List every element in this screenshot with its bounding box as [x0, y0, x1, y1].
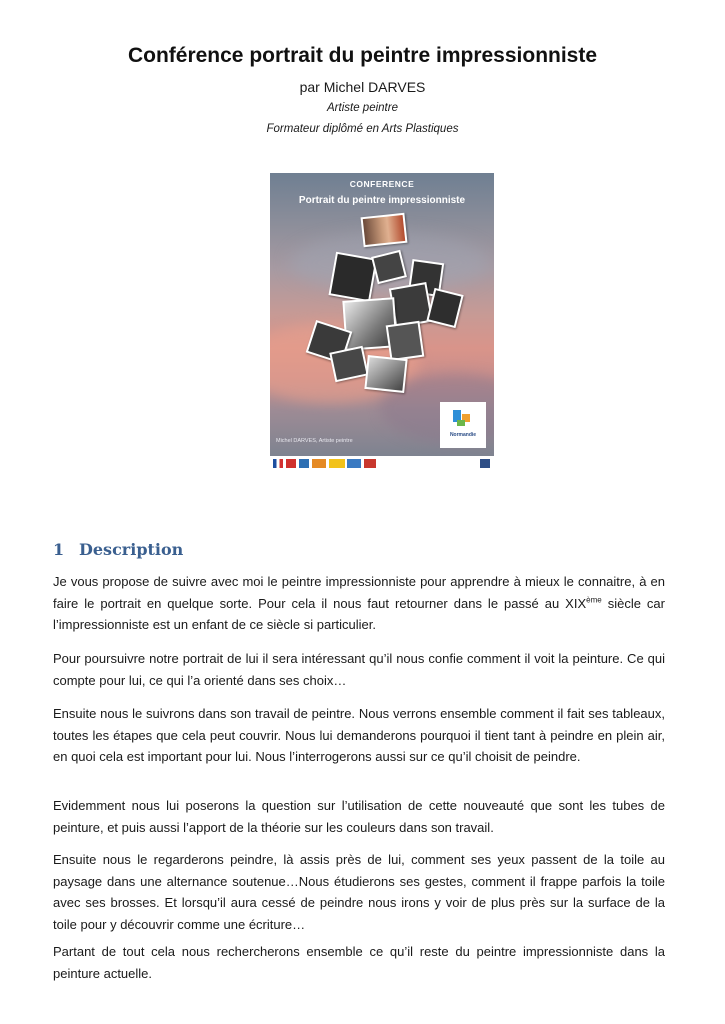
- superscript-eme: ème: [586, 595, 602, 605]
- partner-logo: [364, 459, 376, 468]
- author-role-trainer: Formateur diplômé en Arts Plastiques: [266, 123, 459, 135]
- partner-logo: [312, 459, 326, 468]
- conference-poster-image: [270, 173, 494, 456]
- partner-logo: [273, 459, 283, 468]
- puzzle-fragment: [328, 252, 377, 303]
- paragraph-watching: Ensuite nous le regarderons peindre, là assis près de lui, comment ses yeux passent de la toile au paysage dans une alternance soutenue…Nous étudierons ses gestes, comment il frappe parfois la toile avec ses brosses. Et lorsqu’il aura cessé de peindre nous irons y voir de plus près sur la surface de la toile pour y découvrir comme une écriture…: [53, 852, 665, 932]
- portrait-photo: [361, 213, 408, 247]
- partner-logo: [329, 459, 345, 468]
- paragraph-tubes: Evidemment nous lui poserons la question sur l’utilisation de cette nouveauté que sont les tubes de peinture, et puis aussi l’apport de la théorie sur les couleurs dans son travail.: [53, 798, 665, 835]
- paragraph-work: Ensuite nous le suivrons dans son travail de peintre. Nous verrons ensemble comment il fait ses tableaux, toutes les étapes que cela peut couvrir. Nous lui demanderons pourquoi il tient tant à peindre en plein air, en quoi cela est important pour lui. Nous l’interrogerons aussi sur ce qu’il choisit de peindre.: [53, 706, 665, 764]
- paragraph-conclusion: Partant de tout cela nous rechercherons ensemble ce qu’il reste du peintre impressionniste dans la peinture actuelle.: [53, 944, 665, 981]
- author-line: par Michel DARVES: [299, 79, 426, 95]
- poster-label: CONFERENCE: [349, 179, 415, 189]
- document-title: Conférence portrait du peintre impressionniste: [127, 44, 598, 67]
- partner-logo: [347, 459, 361, 468]
- section-title: Description: [79, 540, 184, 559]
- puzzle-fragment: [426, 288, 463, 328]
- section-heading: [53, 540, 183, 559]
- section-number: 1: [53, 540, 65, 559]
- partner-logo: [286, 459, 296, 468]
- partner-logos: [273, 457, 497, 471]
- paragraph-vision: Pour poursuivre notre portrait de lui il sera intéressant qu’il nous confie comment il voit la peinture. Ce qui compte pour lui, ce qui l’a orienté dans ses choix…: [53, 651, 665, 688]
- poster-footer-text: Michel DARVES, Artiste peintre: [276, 438, 353, 444]
- paragraph-intro-text: Je vous propose de suivre avec moi le peintre impressionniste pour apprendre à mieux le connaitre, à en faire le portrait en quelque sorte. Pour cela il nous faut retourner dans le passé au XIX: [53, 574, 665, 611]
- puzzle-fragment: [364, 355, 407, 393]
- normandie-logo: [440, 402, 486, 448]
- paragraph-intro: [53, 571, 665, 636]
- paragraph-intro-end: siècle car l’impressionniste est un enfant de ce siècle si particulier.: [53, 595, 665, 632]
- partner-logo: [299, 459, 309, 468]
- puzzle-fragment: [386, 321, 425, 361]
- poster-title: Portrait du peintre impressionniste: [298, 195, 466, 206]
- author-role-artist: Artiste peintre: [327, 102, 398, 114]
- partner-logo: [480, 459, 490, 468]
- logo-text: Normandie: [449, 432, 477, 438]
